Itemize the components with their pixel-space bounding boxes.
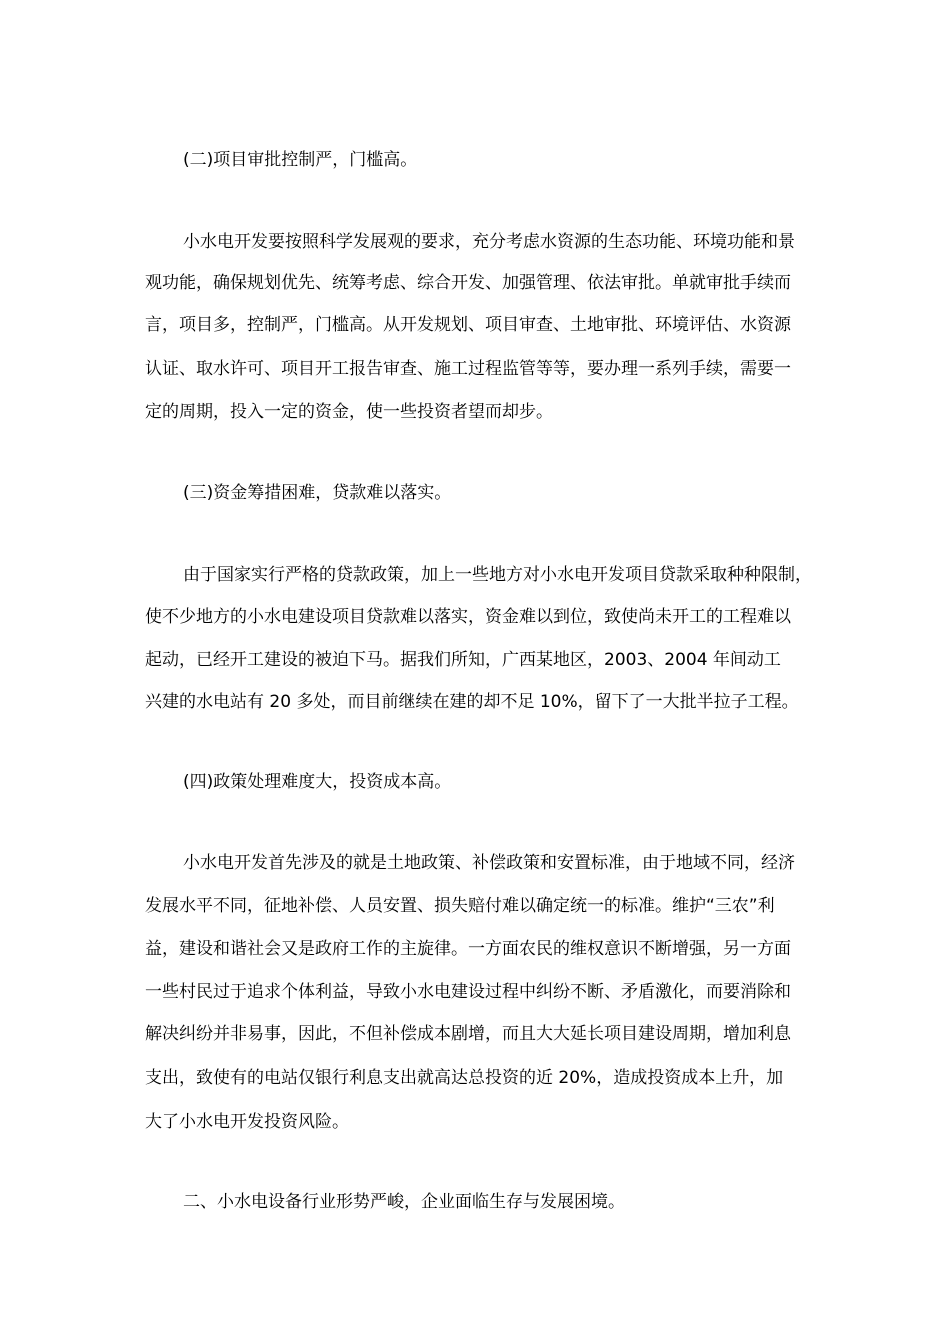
chapter-heading-2: 二、小水电设备行业形势严峻，企业面临生存与发展困境。 xyxy=(183,1192,625,1212)
paragraph-line: 小水电开发要按照科学发展观的要求，充分考虑水资源的生态功能、环境功能和景 xyxy=(183,232,795,252)
paragraph-line: 定的周期，投入一定的资金，使一些投资者望而却步。 xyxy=(145,402,553,422)
paragraph-line: 大了小水电开发投资风险。 xyxy=(145,1112,349,1132)
paragraph-line: 解决纠纷并非易事，因此，不但补偿成本剧增，而且大大延长项目建设周期，增加利息 xyxy=(145,1024,791,1044)
paragraph-line: 言，项目多，控制严，门槛高。从开发规划、项目审查、土地审批、环境评估、水资源 xyxy=(145,315,791,335)
paragraph-line: 起动，已经开工建设的被迫下马。据我们所知，广西某地区，2003、2004 年间动工 xyxy=(145,650,781,670)
paragraph-line: 认证、取水许可、项目开工报告审查、施工过程监管等等，要办理一系列手续，需要一 xyxy=(145,359,791,379)
paragraph-line: 兴建的水电站有 20 多处，而目前继续在建的却不足 10%，留下了一大批半拉子工程。 xyxy=(145,692,799,712)
section-heading-4: (四)政策处理难度大，投资成本高。 xyxy=(183,772,452,792)
section-heading-2: (二)项目审批控制严，门槛高。 xyxy=(183,150,418,170)
paragraph-line: 支出，致使有的电站仅银行利息支出就高达总投资的近 20%，造成投资成本上升，加 xyxy=(145,1068,784,1088)
paragraph-line: 发展水平不同，征地补偿、人员安置、损失赔付难以确定统一的标准。维护“三农”利 xyxy=(145,896,775,916)
paragraph-line: 观功能，确保规划优先、统筹考虑、综合开发、加强管理、依法审批。单就审批手续而 xyxy=(145,273,791,293)
paragraph-line: 小水电开发首先涉及的就是土地政策、补偿政策和安置标准，由于地域不同，经济 xyxy=(183,853,795,873)
paragraph-line: 一些村民过于追求个体利益，导致小水电建设过程中纠纷不断、矛盾激化，而要消除和 xyxy=(145,982,791,1002)
section-heading-3: (三)资金筹措困难，贷款难以落实。 xyxy=(183,483,452,503)
paragraph-line: 由于国家实行严格的贷款政策，加上一些地方对小水电开发项目贷款采取种种限制， xyxy=(183,565,812,585)
paragraph-line: 使不少地方的小水电建设项目贷款难以落实，资金难以到位，致使尚未开工的工程难以 xyxy=(145,607,791,627)
paragraph-line: 益，建设和谐社会又是政府工作的主旋律。一方面农民的维权意识不断增强，另一方面 xyxy=(145,939,791,959)
